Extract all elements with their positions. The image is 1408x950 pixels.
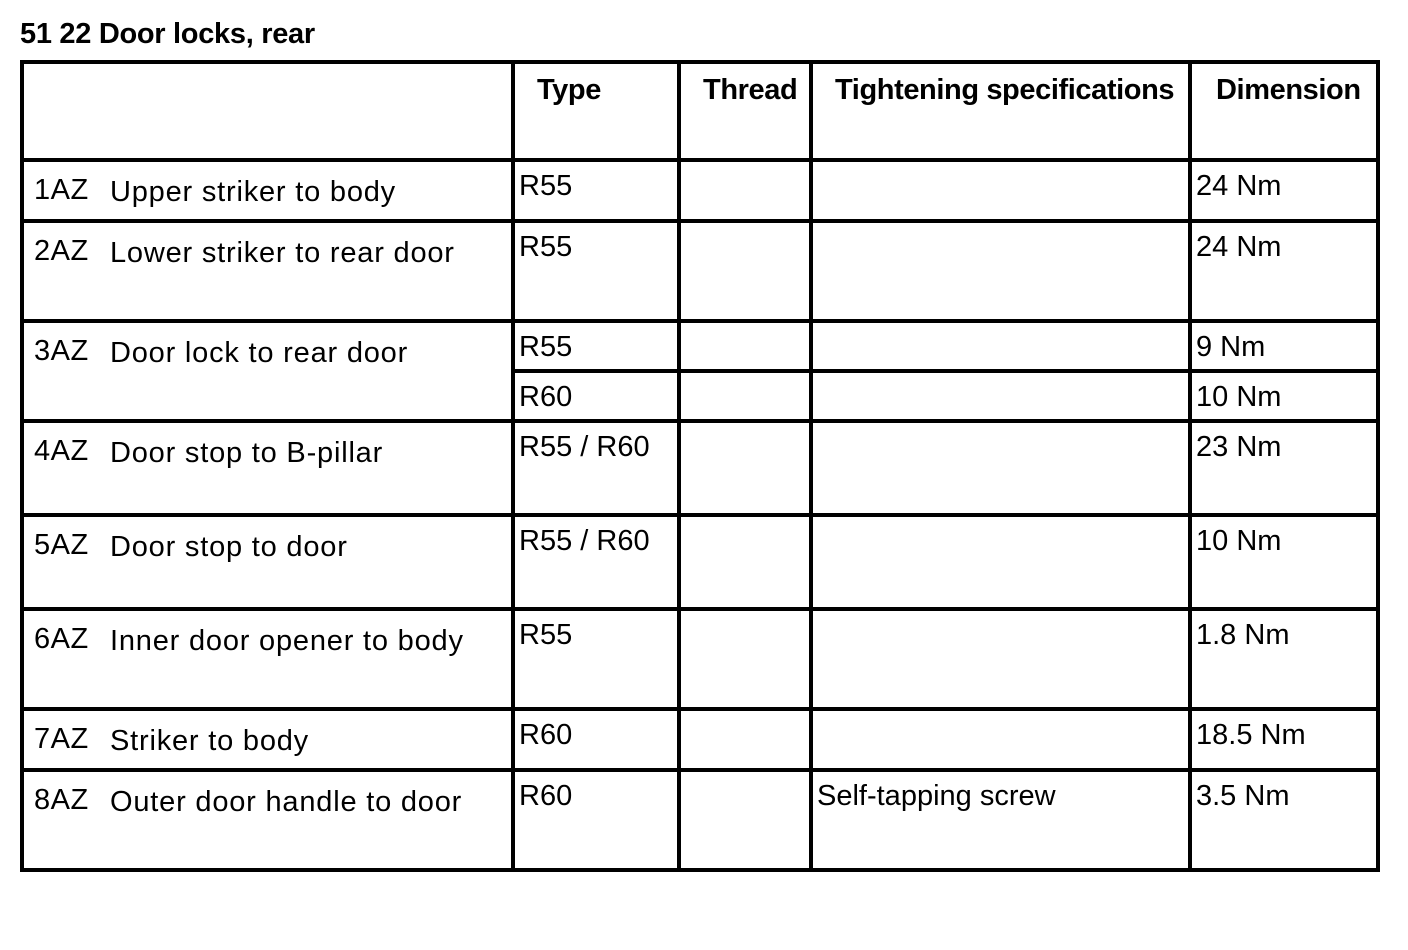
position-description: Lower striker to rear door bbox=[110, 237, 455, 269]
cell-dimension: 24 Nm bbox=[1190, 160, 1378, 221]
table-header-row bbox=[22, 62, 1378, 160]
cell-type: R55 / R60 bbox=[513, 421, 679, 515]
table-row bbox=[22, 709, 1378, 770]
cell-position bbox=[22, 160, 513, 221]
cell-position bbox=[22, 770, 513, 870]
cell-type: R60 bbox=[513, 770, 679, 870]
position-description: Door stop to B-pillar bbox=[110, 437, 384, 469]
table-row bbox=[22, 421, 1378, 515]
cell-tightening bbox=[811, 609, 1190, 709]
cell-tightening bbox=[811, 371, 1190, 421]
cell-dimension: 18.5 Nm bbox=[1190, 709, 1378, 770]
header-tightening: Tightening specifications bbox=[811, 62, 1190, 160]
position-number: 7AZ bbox=[34, 723, 89, 755]
tightening-torque-table bbox=[20, 60, 1380, 872]
table-row bbox=[22, 515, 1378, 609]
cell-type: R55 bbox=[513, 160, 679, 221]
cell-tightening bbox=[811, 221, 1190, 321]
cell-thread bbox=[679, 160, 811, 221]
position-number: 3AZ bbox=[34, 335, 89, 367]
cell-type: R55 bbox=[513, 321, 679, 371]
table-row bbox=[22, 770, 1378, 870]
table-row bbox=[22, 221, 1378, 321]
position-number: 4AZ bbox=[34, 435, 89, 467]
cell-position bbox=[22, 221, 513, 321]
header-thread: Thread bbox=[679, 62, 811, 160]
table-row bbox=[22, 321, 1378, 371]
cell-dimension: 3.5 Nm bbox=[1190, 770, 1378, 870]
position-number: 5AZ bbox=[34, 529, 89, 561]
header-type: Type bbox=[513, 62, 679, 160]
table-row bbox=[22, 609, 1378, 709]
cell-tightening: Self-tapping screw bbox=[811, 770, 1190, 870]
cell-position bbox=[22, 515, 513, 609]
cell-type: R55 bbox=[513, 609, 679, 709]
cell-tightening bbox=[811, 321, 1190, 371]
position-description: Upper striker to body bbox=[110, 176, 396, 208]
cell-dimension: 9 Nm bbox=[1190, 321, 1378, 371]
cell-dimension: 10 Nm bbox=[1190, 371, 1378, 421]
cell-dimension: 1.8 Nm bbox=[1190, 609, 1378, 709]
cell-type: R60 bbox=[513, 709, 679, 770]
header-dimension: Dimension bbox=[1190, 62, 1378, 160]
cell-thread bbox=[679, 371, 811, 421]
table-row bbox=[22, 160, 1378, 221]
cell-position bbox=[22, 609, 513, 709]
header-position bbox=[22, 62, 513, 160]
cell-position bbox=[22, 321, 513, 421]
cell-thread bbox=[679, 221, 811, 321]
position-number: 8AZ bbox=[34, 784, 89, 816]
cell-type: R55 bbox=[513, 221, 679, 321]
position-description: Striker to body bbox=[110, 725, 309, 757]
cell-type: R60 bbox=[513, 371, 679, 421]
cell-thread bbox=[679, 321, 811, 371]
cell-thread bbox=[679, 421, 811, 515]
position-description: Door stop to door bbox=[110, 531, 348, 563]
position-number: 1AZ bbox=[34, 174, 89, 206]
position-description: Door lock to rear door bbox=[110, 337, 409, 369]
cell-thread bbox=[679, 609, 811, 709]
cell-position bbox=[22, 421, 513, 515]
cell-dimension: 24 Nm bbox=[1190, 221, 1378, 321]
position-number: 2AZ bbox=[34, 235, 89, 267]
cell-dimension: 23 Nm bbox=[1190, 421, 1378, 515]
document-title: 51 22 Door locks, rear bbox=[20, 18, 315, 50]
cell-tightening bbox=[811, 515, 1190, 609]
cell-tightening bbox=[811, 421, 1190, 515]
cell-dimension: 10 Nm bbox=[1190, 515, 1378, 609]
cell-thread bbox=[679, 770, 811, 870]
cell-tightening bbox=[811, 160, 1190, 221]
position-description: Inner door opener to body bbox=[110, 625, 464, 657]
position-number: 6AZ bbox=[34, 623, 89, 655]
cell-thread bbox=[679, 709, 811, 770]
cell-position bbox=[22, 709, 513, 770]
cell-thread bbox=[679, 515, 811, 609]
position-description: Outer door handle to door bbox=[110, 786, 463, 818]
cell-type: R55 / R60 bbox=[513, 515, 679, 609]
cell-tightening bbox=[811, 709, 1190, 770]
